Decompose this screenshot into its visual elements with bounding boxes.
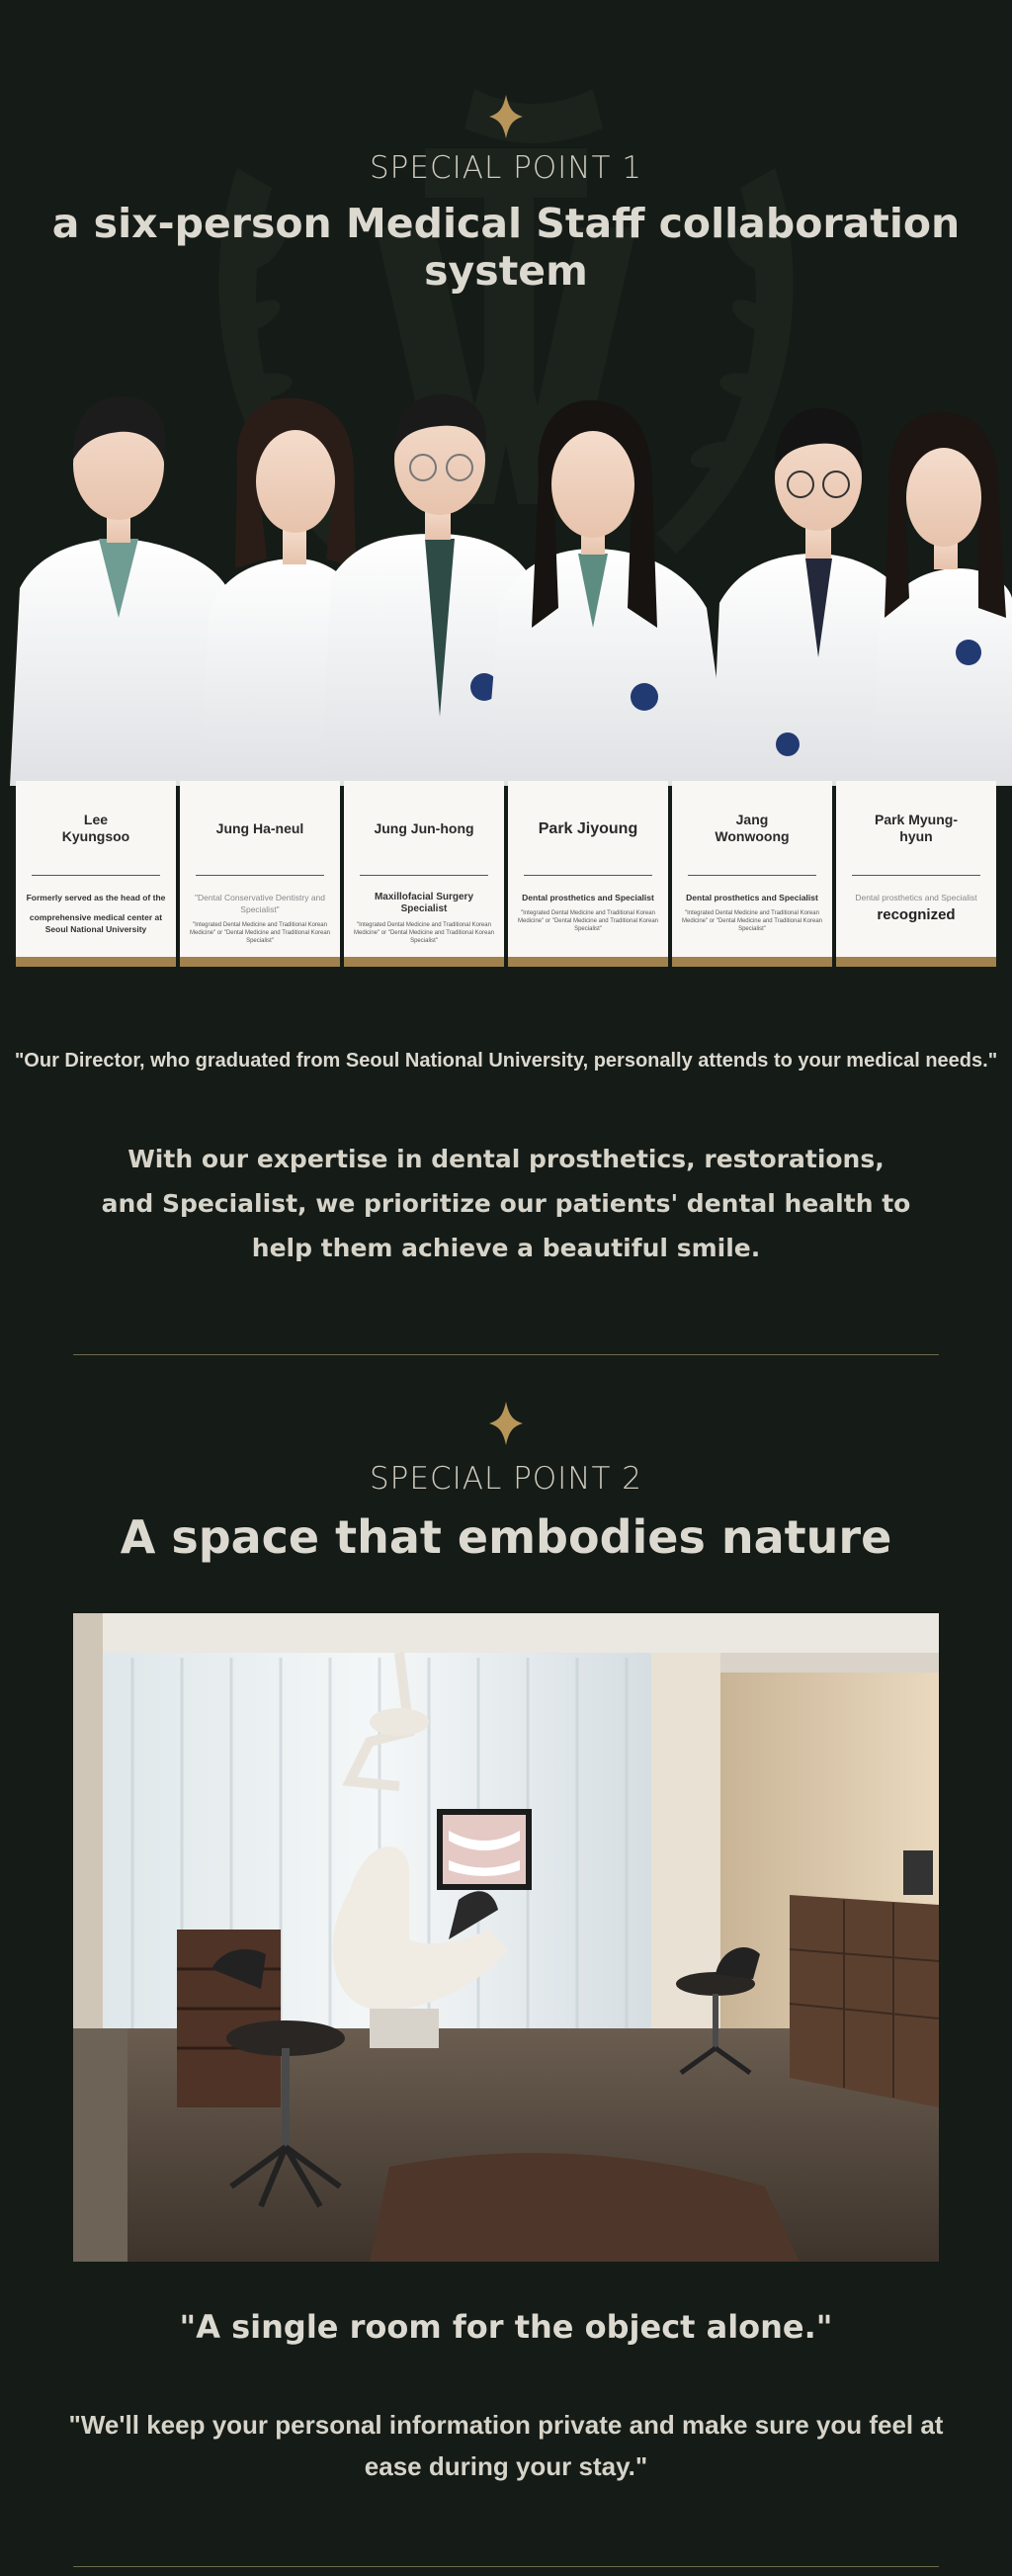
staff-description-line2: comprehensive medical center at Seoul National University — [29, 912, 163, 934]
staff-name: Park Myung- hyun — [874, 812, 958, 844]
staff-description-line1: Dental prosthetics and Specialist — [855, 893, 977, 902]
staff-name: Jung Jun-hong — [374, 819, 474, 836]
section-title: a six-person Medical Staff collaboration system — [51, 200, 961, 295]
room-quote: "A single room for the object alone." — [179, 2308, 833, 2346]
staff-subnote: "Integrated Dental Medicine and Traditional Korean Medicine" or "Dental Medicine and Traditional Korean Specialist" — [518, 910, 659, 932]
expertise-paragraph: With our expertise in dental prosthetics, restorations, and Specialist, we prioritize our patients' dental health to help them achieve a beautiful smile. — [101, 1145, 911, 1262]
staff-subnote: "Integrated Dental Medicine and Traditional Korean Medicine" or "Dental Medicine and Traditional Korean Specialist" — [682, 910, 823, 932]
section-divider — [73, 2566, 939, 2567]
staff-description-line1: "Dental Conservative Dentistry and Specialist" — [195, 893, 325, 914]
privacy-paragraph: "We'll keep your personal information private and make sure you feel at ease during your stay." — [68, 2410, 944, 2481]
director-quote: "Our Director, who graduated from Seoul National University, personally attends to your medical needs." — [14, 1050, 998, 1072]
staff-description-line1: Dental prosthetics and Specialist — [522, 893, 654, 902]
special-point-label: SPECIAL POINT 1 — [369, 150, 643, 186]
staff-subnote: "Integrated Dental Medicine and Traditional Korean Medicine" or "Dental Medicine and Traditional Korean Specialist" — [190, 922, 331, 944]
staff-subnote: "Integrated Dental Medicine and Traditional Korean Medicine" or "Dental Medicine and Traditional Korean Specialist" — [354, 922, 495, 944]
staff-name: Jang Wonwoong — [715, 812, 790, 844]
staff-description-line1: Maxillofacial Surgery Specialist — [374, 892, 474, 914]
staff-highlight: recognized — [877, 906, 956, 923]
gold-diamond-icon — [489, 1402, 523, 1445]
special-point-label: SPECIAL POINT 2 — [369, 1461, 643, 1497]
staff-description-line1: Formerly served as the head of the — [26, 893, 166, 902]
staff-name: Lee Kyungsoo — [61, 812, 130, 844]
clinic-room-photo — [73, 1613, 939, 2262]
staff-name: Jung Ha-neul — [215, 819, 304, 836]
section-title: A space that embodies nature — [120, 1510, 892, 1564]
staff-name: Park Jiyoung — [538, 819, 638, 837]
staff-description-line1: Dental prosthetics and Specialist — [686, 893, 818, 902]
